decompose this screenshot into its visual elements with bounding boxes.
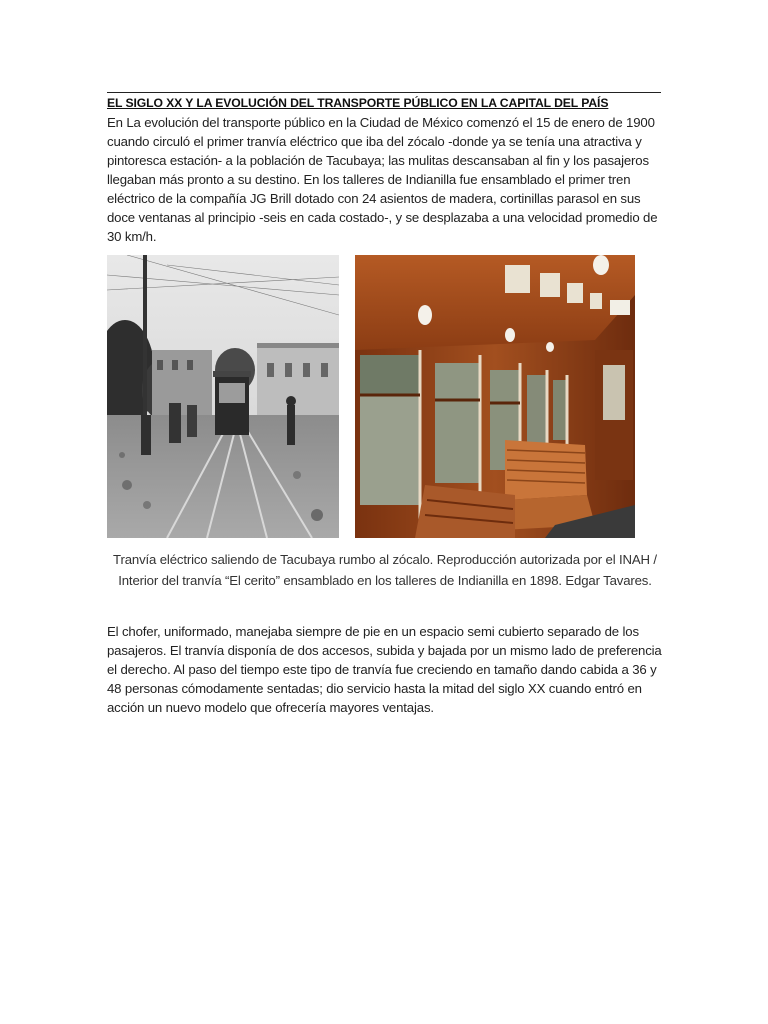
paragraph-driver: El chofer, uniformado, manejaba siempre de pie en un espacio semi cubierto separado de los pasajeros. El tranvía disponía de dos accesos, subida y bajada por un mismo lado de preferencia el derecho. Al paso del tiempo este tipo de tranvía fue creciendo en tamaño dando cabida a 36 y 48 personas cómodamente sentadas; dio servicio hasta la mitad del siglo XX cuando entró en acción un nuevo modelo que ofrecería mayores ventajas.	[107, 624, 662, 715]
paragraph-intro: En La evolución del transporte público en la Ciudad de México comenzó el 15 de enero de 1900 cuando circuló el primer tranvía eléctrico que iba del zócalo -donde ya se tenía una atractiva y pintoresca estación- a la población de Tacubaya; las mulitas descansaban al fin y los pasajeros llegaban más pronto a su destino. En los talleres de Indianilla fue ensamblado el primer tren eléctrico de la compañía JG Brill dotado con 24 asientos de madera, cortinillas parasol en sus doce ventanas al principio -seis en cada costado-, y se desplazaba a una velocidad promedio de 30 km/h.	[107, 115, 658, 244]
header-rule	[107, 92, 661, 93]
document-title: EL SIGLO XX Y LA EVOLUCIÓN DEL TRANSPORTE PÚBLICO EN LA CAPITAL DEL PAÍS	[107, 96, 609, 110]
photo-tram-street	[107, 255, 339, 538]
photo-tram-interior	[355, 255, 635, 538]
photo-caption: Tranvía eléctrico saliendo de Tacubaya rumbo al zócalo. Reproducción autorizada por el INAH / Interior del tranvía “El cerito” ensamblado en los talleres de Indianilla en 1898. Edgar Tavares.	[113, 552, 657, 588]
